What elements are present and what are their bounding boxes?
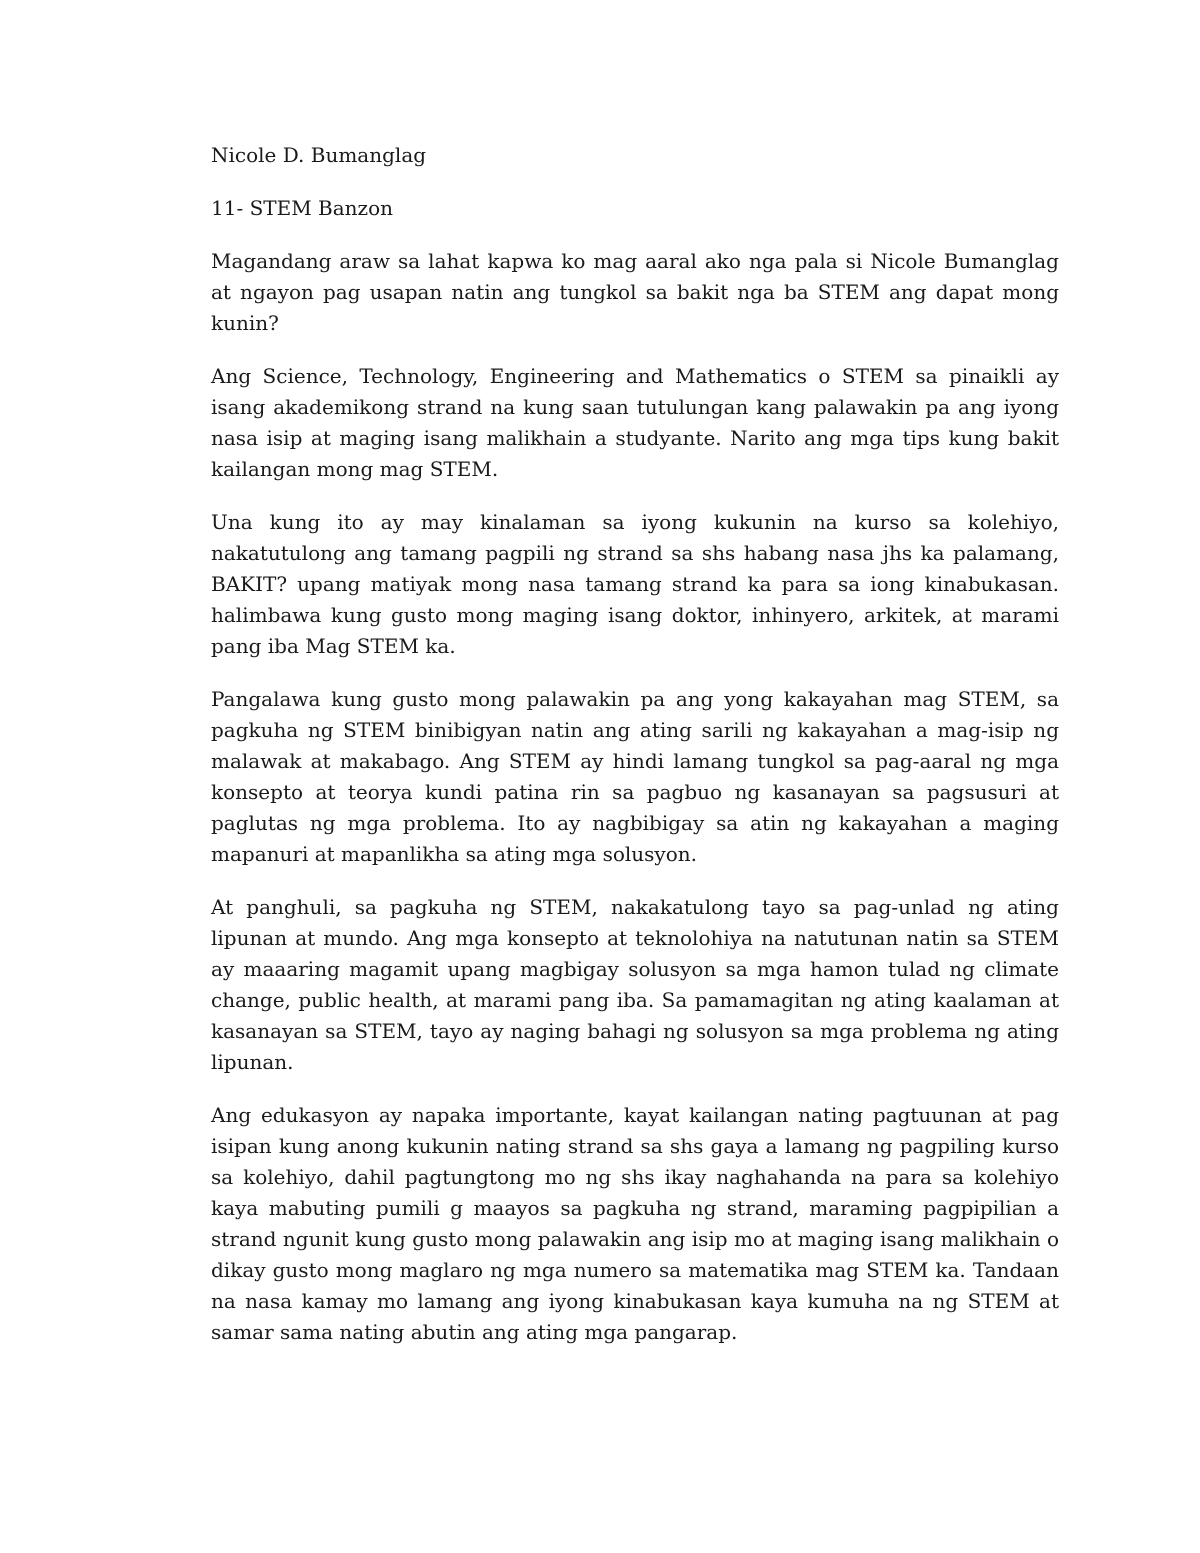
paragraph-conclusion: Ang edukasyon ay napaka importante, kayat kailangan nating pagtuunan at pag isipan kung anong kukunin nating strand sa shs gaya a lamang ng pagpiling kurso sa kolehiyo, dahil pagtungtong mo ng shs ikay naghahanda na para sa kolehiyo kaya mabuting pumili g maayos sa pagkuha ng strand, maraming pagpipilian a strand ngunit kung gusto mong palawakin ang isip mo at maging isang malikhain o dikay gusto mong maglaro ng mga numero sa matematika mag STEM ka. Tandaan na nasa kamay mo lamang ang iyong kinabukasan kaya kumuha na ng STEM at samar sama nating abutin ang ating mga pangarap. [211,1103,1059,1344]
paragraph-third-reason: At panghuli, sa pagkuha ng STEM, nakakatulong tayo sa pag-unlad ng ating lipunan at mundo. Ang mga konsepto at teknolohiya na natutunan natin sa STEM ay maaaring magamit upang magbigay solusyon sa mga hamon tulad ng climate change, public health, at marami pang iba. Sa pamamagitan ng ating kaalaman at kasanayan sa STEM, tayo ay naging bahagi ng solusyon sa mga problema ng ating lipunan. [211,895,1059,1074]
paragraph-intro: Magandang araw sa lahat kapwa ko mag aaral ako nga pala si Nicole Bumanglag at ngayon pag usapan natin ang tungkol sa bakit nga ba STEM ang dapat mong kunin? [211,249,1059,335]
document-body [211,140,1059,1370]
paragraph-first-reason: Una kung ito ay may kinalaman sa iyong kukunin na kurso sa kolehiyo, nakatutulong ang tamang pagpili ng strand sa shs habang nasa jhs ka palamang, BAKIT? upang matiyak mong nasa tamang strand ka para sa iong kinabukasan. halimbawa kung gusto mong maging isang doktor, inhinyero, arkitek, at marami pang iba Mag STEM ka. [211,510,1059,658]
section-label: 11- STEM Banzon [211,196,394,220]
paragraph-second-reason: Pangalawa kung gusto mong palawakin pa ang yong kakayahan mag STEM, sa pagkuha ng STEM binibigyan natin ang ating sarili ng kakayahan a mag-isip ng malawak at makabago. Ang STEM ay hindi lamang tungkol sa pag-aaral ng mga konsepto at teorya kundi patina rin sa pagbuo ng kasanayan sa pagsusuri at paglutas ng mga problema. Ito ay nagbibigay sa atin ng kakayahan a maging mapanuri at mapanlikha sa ating mga solusyon. [211,687,1059,866]
paragraph-definition: Ang Science, Technology, Engineering and Mathematics o STEM sa pinaikli ay isang akademikong strand na kung saan tutulungan kang palawakin pa ang iyong nasa isip at maging isang malikhain a studyante. Narito ang mga tips kung bakit kailangan mong mag STEM. [211,364,1059,481]
author-name: Nicole D. Bumanglag [211,143,427,167]
